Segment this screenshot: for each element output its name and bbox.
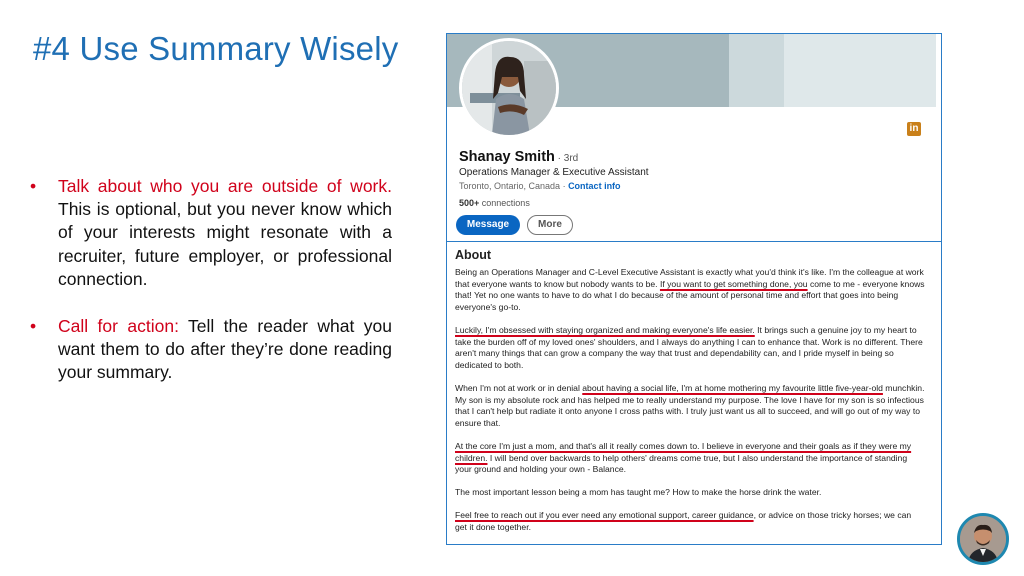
about-text-span: , or advice on those tricky horses; we can get it done together. bbox=[455, 510, 912, 533]
about-text-span: munchkin. My son is my absolute rock and has helped me to really understand my purpose. The love I have for my son is so infectious that I can't help but radiate it onto anyone I cross paths with. I truly just want us all to succeed, and will go out of my way to ensure that. bbox=[455, 382, 925, 428]
about-paragraph bbox=[455, 441, 925, 476]
about-text-span: The most important lesson being a mom has taught me? How to make the horse drink the water. bbox=[455, 487, 822, 498]
bullet-highlight: Call for action: bbox=[58, 316, 179, 337]
bullet-list bbox=[30, 175, 392, 409]
bullet-item bbox=[30, 315, 392, 385]
section-divider bbox=[447, 241, 941, 242]
connection-degree: · 3rd bbox=[554, 153, 579, 164]
profile-location bbox=[459, 181, 621, 191]
more-button[interactable]: More bbox=[527, 215, 573, 235]
message-button[interactable]: Message bbox=[456, 215, 520, 235]
connections-count[interactable] bbox=[459, 198, 530, 208]
about-text bbox=[455, 267, 925, 545]
profile-headline: Operations Manager & Executive Assistant bbox=[459, 167, 649, 178]
bullet-text: Tell the reader what you want them to do after they’re done reading your summary. bbox=[58, 316, 392, 383]
avatar-person-icon bbox=[462, 41, 556, 135]
about-paragraph bbox=[455, 325, 925, 371]
banner-edge bbox=[936, 34, 941, 107]
about-heading: About bbox=[455, 248, 492, 262]
underlined-text: Luckily, I'm obsessed with staying organized and making everyone's life easier. bbox=[455, 324, 755, 335]
bullet-text: This is optional, but you never know which of your interests might resonate with a recruiter, future employer, or professional connection. bbox=[58, 199, 392, 289]
connections-number: 500+ bbox=[459, 198, 480, 208]
about-text-span: It brings such a genuine joy to my heart to take the burden off of my loved ones' shoulders, and I always do anything I can to enhance that. Work is no different. There aren't many things that can grow a company the way that trust and dependability can, and I pride myself in being so dedicated to both. bbox=[455, 324, 923, 370]
about-paragraph bbox=[455, 383, 925, 429]
location-separator: · bbox=[560, 181, 569, 191]
bullet-icon: • bbox=[30, 176, 37, 196]
about-paragraph bbox=[455, 267, 925, 313]
bullet-highlight: Talk about who you are outside of work. bbox=[58, 176, 392, 196]
presenter-avatar bbox=[957, 513, 1009, 565]
profile-name[interactable] bbox=[459, 149, 578, 165]
about-text-span: come to me - everyone knows that! Yet no one wants to have to do what I do because of the amount of personal time and effort that goes into being everyone's go-to. bbox=[455, 278, 925, 312]
presenter-person-icon bbox=[960, 516, 1006, 562]
slide-title: #4 Use Summary Wisely bbox=[33, 30, 399, 67]
contact-info-link[interactable]: Contact info bbox=[568, 181, 621, 191]
about-text-span: When I'm not at work or in denial bbox=[455, 382, 583, 393]
profile-name-text: Shanay Smith bbox=[459, 149, 555, 165]
underlined-text: At the core I'm just a mom, and that's all it really comes down to. I believe in everyone and their goals as if they were my children. bbox=[455, 440, 912, 463]
banner-stripe bbox=[729, 34, 784, 107]
linkedin-icon[interactable]: in bbox=[907, 122, 921, 136]
profile-avatar[interactable] bbox=[459, 38, 559, 138]
bullet-icon: • bbox=[30, 316, 37, 337]
underlined-text: If you want to get something done, you bbox=[659, 278, 808, 289]
about-text-span: Being an Operations Manager and C-Level Executive Assistant is exactly what you'd think it's like. I'm the colleague at work that everyone wants to know but nobody wants to be. bbox=[455, 267, 924, 289]
about-text-span: I will bend over backwards to help others' dreams come true, but I also understand the importance of standing your ground and holding your own - Balance. bbox=[455, 452, 908, 475]
location-text: Toronto, Ontario, Canada bbox=[459, 181, 561, 191]
underlined-text: Feel free to reach out if you ever need any emotional support, career guidance bbox=[455, 510, 754, 521]
connections-label: connections bbox=[479, 198, 530, 208]
about-paragraph bbox=[455, 487, 925, 499]
linkedin-profile-card bbox=[446, 33, 942, 545]
about-paragraph bbox=[455, 510, 925, 533]
bullet-item bbox=[30, 175, 392, 291]
banner-stripe bbox=[784, 34, 936, 107]
underlined-text: about having a social life, I'm at home mothering my favourite little five-year-old bbox=[582, 382, 883, 393]
